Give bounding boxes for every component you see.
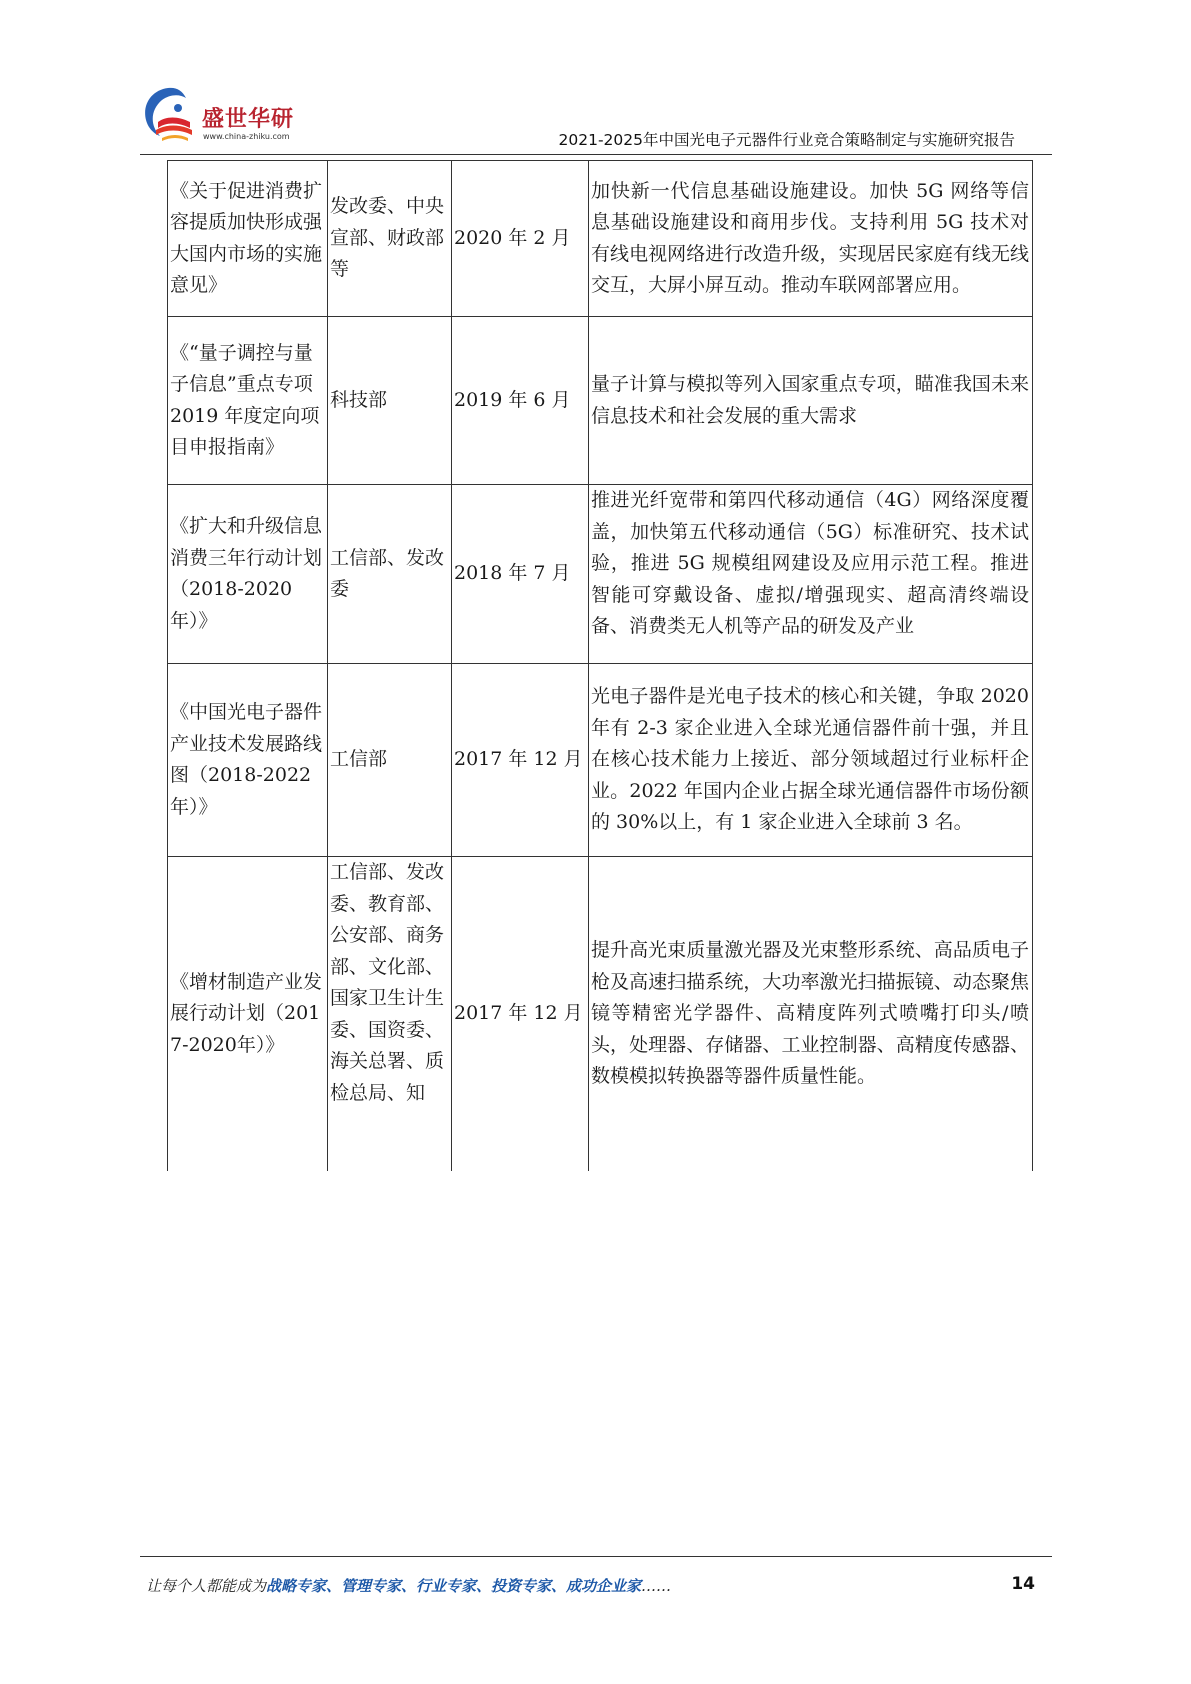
- logo-emblem-icon: [138, 82, 202, 146]
- slogan-suffix: ……: [641, 1577, 672, 1595]
- policy-name-cell: 《增材制造产业发展行动计划（2017-2020年）》: [168, 857, 328, 1171]
- table-row: [168, 161, 1033, 317]
- date-cell: 2020 年 2 月: [452, 161, 589, 317]
- department-cell: 发改委、中央宣部、财政部等: [328, 161, 452, 317]
- department-cell: 科技部: [328, 317, 452, 485]
- slogan-highlight: 战略专家、管理专家、行业专家、投资专家、成功企业家: [266, 1577, 642, 1595]
- policy-name-cell: 《扩大和升级信息消费三年行动计划（2018-2020年）》: [168, 485, 328, 664]
- content-cell: 量子计算与模拟等列入国家重点专项，瞄准我国未来信息技术和社会发展的重大需求: [589, 317, 1033, 485]
- policy-name-cell: 《“量子调控与量子信息”重点专项 2019 年度定向项目申报指南》: [168, 317, 328, 485]
- logo-url: www.china-zhiku.com: [203, 132, 290, 141]
- content-cell: 光电子器件是光电子技术的核心和关键，争取 2020 年有 2-3 家企业进入全球光通信器件前十强，并且在核心技术能力上接近、部分领域超过行业标杆企业。2022 年国内企业占据全球光通信器件市场份额的 30%以上，有 1 家企业进入全球前 3 名。: [589, 664, 1033, 857]
- content-cell: 加快新一代信息基础设施建设。加快 5G 网络等信息基础设施建设和商用步伐。支持利用 5G 技术对有线电视网络进行改造升级，实现居民家庭有线无线交互，大屏小屏互动。推动车联网部署应用。: [589, 161, 1033, 317]
- department-cell: 工信部: [328, 664, 452, 857]
- footer-divider: [140, 1556, 1052, 1557]
- content-cell: 提升高光束质量激光器及光束整形系统、高品质电子枪及高速扫描系统，大功率激光扫描振镜、动态聚焦镜等精密光学器件、高精度阵列式喷嘴打印头/喷头，处理器、存储器、工业控制器、高精度传感器、数模模拟转换器等器件质量性能。: [589, 857, 1033, 1171]
- logo-name: 盛世华研: [202, 107, 295, 132]
- table-row: [168, 857, 1033, 1171]
- page-number: 14: [1011, 1574, 1035, 1594]
- policy-table: [167, 160, 1033, 1171]
- policy-name-cell: 《关于促进消费扩容提质加快形成强大国内市场的实施意见》: [168, 161, 328, 317]
- date-cell: 2018 年 7 月: [452, 485, 589, 664]
- header-divider: [140, 154, 1052, 155]
- date-cell: 2017 年 12 月: [452, 664, 589, 857]
- department-cell: 工信部、发改委: [328, 485, 452, 664]
- company-logo: [138, 82, 328, 152]
- date-cell: 2019 年 6 月: [452, 317, 589, 485]
- policy-name-cell: 《中国光电子器件产业技术发展路线图（2018-2022年）》: [168, 664, 328, 857]
- table-row: [168, 317, 1033, 485]
- department-cell: 工信部、发改委、教育部、公安部、商务部、文化部、国家卫生计生委、国资委、海关总署、质检总局、知: [330, 861, 445, 1104]
- footer-slogan: [146, 1575, 671, 1596]
- table-row: [168, 485, 1033, 664]
- date-cell: 2017 年 12 月: [452, 857, 589, 1171]
- content-cell: 推进光纤宽带和第四代移动通信（4G）网络深度覆盖，加快第五代移动通信（5G）标准研究、技术试验，推进 5G 规模组网建设及应用示范工程。推进智能可穿戴设备、虚拟/增强现实、超高清终端设备、消费类无人机等产品的研发及产业: [591, 489, 1029, 637]
- report-title: 2021-2025年中国光电子元器件行业竞合策略制定与实施研究报告: [558, 131, 1015, 149]
- table-row: [168, 664, 1033, 857]
- slogan-prefix: 让每个人都能成为: [146, 1577, 267, 1595]
